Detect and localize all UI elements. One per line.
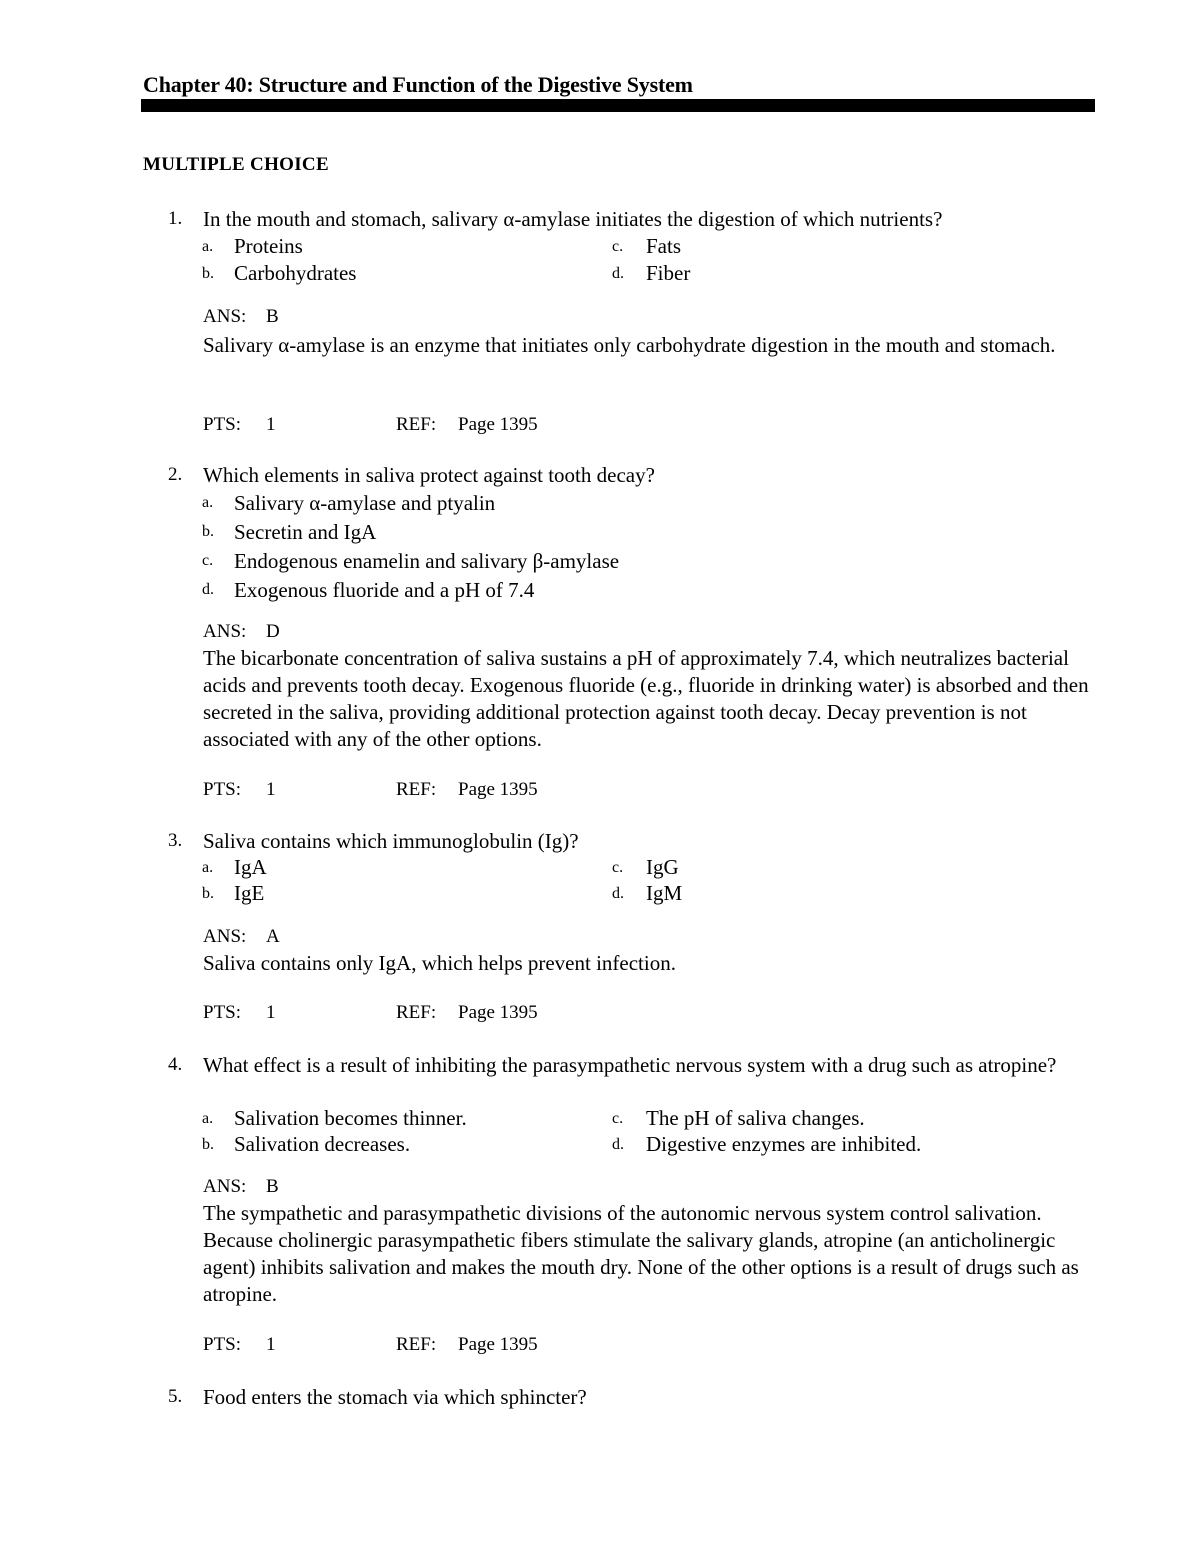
option-letter: b.: [202, 523, 214, 540]
reference-label: REF:: [396, 779, 437, 800]
reference-label: REF:: [396, 1334, 437, 1355]
option-text: Carbohydrates: [234, 261, 357, 285]
option-text: Digestive enzymes are inhibited.: [646, 1132, 922, 1156]
chapter-title: Chapter 40: Structure and Function of the Digestive System: [143, 72, 693, 97]
option-text: IgG: [646, 855, 679, 879]
section-heading: MULTIPLE CHOICE: [143, 154, 329, 175]
question-text: Which elements in saliva protect against tooth decay?: [203, 463, 655, 487]
option-letter: b.: [202, 1136, 214, 1153]
option-letter: c.: [612, 859, 624, 876]
option-letter: c.: [202, 552, 214, 569]
points-value: 1: [266, 414, 276, 435]
rationale: The sympathetic and parasympathetic divisions of the autonomic nervous system control salivation. Because cholinergic parasympathetic fibers stimulate the salivary glands, atropine (an anticholinergic agent) inhibits salivation and makes the mouth dry. None of the other options is a result of drugs such as atropine.: [203, 1201, 1079, 1306]
option-text: Salivation decreases.: [234, 1132, 411, 1156]
option-letter: d.: [612, 1136, 624, 1153]
answer-label: ANS:: [203, 926, 247, 947]
option-letter: a.: [202, 494, 214, 511]
option-text: Proteins: [234, 234, 303, 258]
answer-value: A: [266, 926, 280, 947]
option-text: Exogenous fluoride and a pH of 7.4: [234, 578, 535, 602]
option-text: IgE: [234, 881, 265, 905]
points-value: 1: [266, 1334, 276, 1355]
option-text: Salivary α-amylase and ptyalin: [234, 491, 496, 515]
answer-value: B: [266, 1176, 279, 1197]
option-letter: b.: [202, 885, 214, 902]
option-text: Secretin and IgA: [234, 520, 377, 544]
question-number: 2.: [168, 464, 183, 485]
option-letter: a.: [202, 859, 214, 876]
option-text: IgM: [646, 881, 683, 905]
points-label: PTS:: [203, 1002, 242, 1023]
points-label: PTS:: [203, 779, 242, 800]
option-letter: d.: [202, 581, 214, 598]
option-text: Fats: [646, 234, 682, 258]
rationale: Salivary α-amylase is an enzyme that initiates only carbohydrate digestion in the mouth and stomach.: [203, 333, 1056, 357]
option-letter: c.: [612, 238, 624, 255]
question-text: Saliva contains which immunoglobulin (Ig)?: [203, 829, 579, 853]
option-text: The pH of saliva changes.: [646, 1106, 865, 1130]
question-text: Food enters the stomach via which sphincter?: [203, 1385, 587, 1409]
rationale: The bicarbonate concentration of saliva sustains a pH of approximately 7.4, which neutralizes bacterial acids and prevents tooth decay. Exogenous fluoride (e.g., fluoride in drinking water) is absorbed and then secreted in the saliva, providing additional protection against tooth decay. Decay prevention is not associated with any of the other options.: [203, 646, 1089, 751]
option-text: IgA: [234, 855, 267, 879]
question-text: What effect is a result of inhibiting the parasympathetic nervous system with a drug such as atropine?: [203, 1053, 1057, 1077]
reference-value: Page 1395: [458, 1334, 538, 1355]
answer-value: B: [266, 306, 279, 327]
points-value: 1: [266, 1002, 276, 1023]
answer-label: ANS:: [203, 306, 247, 327]
question-number: 5.: [168, 1386, 183, 1407]
points-label: PTS:: [203, 414, 242, 435]
rationale: Saliva contains only IgA, which helps prevent infection.: [203, 951, 676, 975]
option-letter: d.: [612, 265, 624, 282]
points-label: PTS:: [203, 1334, 242, 1355]
option-letter: a.: [202, 1110, 214, 1127]
answer-value: D: [266, 621, 280, 642]
reference-label: REF:: [396, 1002, 437, 1023]
reference-value: Page 1395: [458, 414, 538, 435]
option-letter: d.: [612, 885, 624, 902]
option-letter: a.: [202, 238, 214, 255]
reference-label: REF:: [396, 414, 437, 435]
question-text: In the mouth and stomach, salivary α-amylase initiates the digestion of which nutrients?: [203, 207, 943, 231]
points-value: 1: [266, 779, 276, 800]
option-text: Salivation becomes thinner.: [234, 1106, 467, 1130]
option-letter: c.: [612, 1110, 624, 1127]
title-rule: [141, 99, 1095, 112]
reference-value: Page 1395: [458, 779, 538, 800]
answer-label: ANS:: [203, 621, 247, 642]
question-number: 4.: [168, 1054, 183, 1075]
question-number: 3.: [168, 830, 183, 851]
reference-value: Page 1395: [458, 1002, 538, 1023]
option-text: Endogenous enamelin and salivary β-amylase: [234, 549, 620, 573]
answer-label: ANS:: [203, 1176, 247, 1197]
option-text: Fiber: [646, 261, 691, 285]
option-letter: b.: [202, 265, 214, 282]
question-number: 1.: [168, 208, 183, 229]
